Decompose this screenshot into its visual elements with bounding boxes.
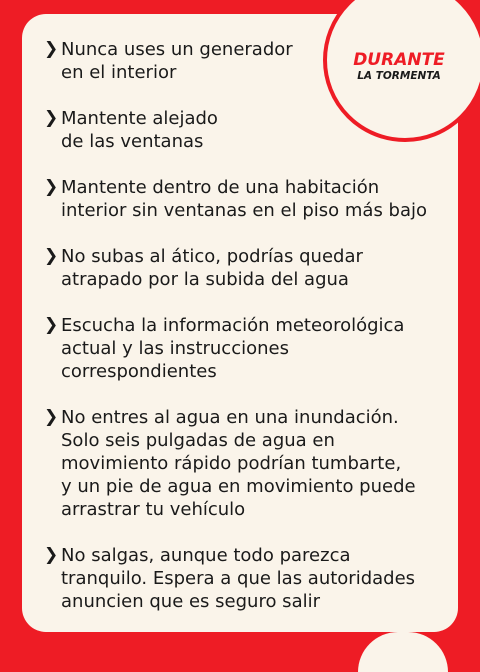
chevron-right-icon: ❯ [44, 177, 59, 197]
list-item-text: No salgas, aunque todo parezca tranquilo. Espera a que las autoridades anuncien que es seguro salir [61, 545, 416, 612]
list-item-text: No subas al ático, podrías quedar atrapado por la subida del agua [61, 246, 363, 290]
list-item [46, 176, 436, 222]
safety-tips-list [46, 38, 436, 613]
chevron-right-icon: ❯ [44, 315, 59, 335]
list-item [46, 406, 436, 521]
chevron-right-icon: ❯ [44, 39, 59, 59]
bottom-decoration [358, 632, 448, 672]
list-item-text: No entres al agua en una inundación. Solo seis pulgadas de agua en movimiento rápido podrían tumbarte, y un pie de agua en movimiento puede arrastrar tu vehículo [61, 407, 416, 520]
chevron-right-icon: ❯ [44, 246, 59, 266]
chevron-right-icon: ❯ [44, 108, 59, 128]
list-item-text: Mantente dentro de una habitación interior sin ventanas en el piso más bajo [61, 177, 428, 221]
chevron-right-icon: ❯ [44, 407, 59, 427]
badge-subtitle: LA TORMENTA [357, 70, 441, 82]
chevron-right-icon: ❯ [44, 545, 59, 565]
list-item-text: Escucha la información meteorológica actual y las instrucciones correspondientes [61, 315, 405, 382]
list-item [46, 107, 436, 153]
list-item [46, 314, 436, 383]
list-item-text: Mantente alejado de las ventanas [61, 108, 218, 152]
list-item [46, 245, 436, 291]
list-item-text: Nunca uses un generador en el interior [61, 39, 293, 83]
badge-title: DURANTE [353, 50, 445, 70]
list-item [46, 38, 436, 84]
list-item [46, 544, 436, 613]
